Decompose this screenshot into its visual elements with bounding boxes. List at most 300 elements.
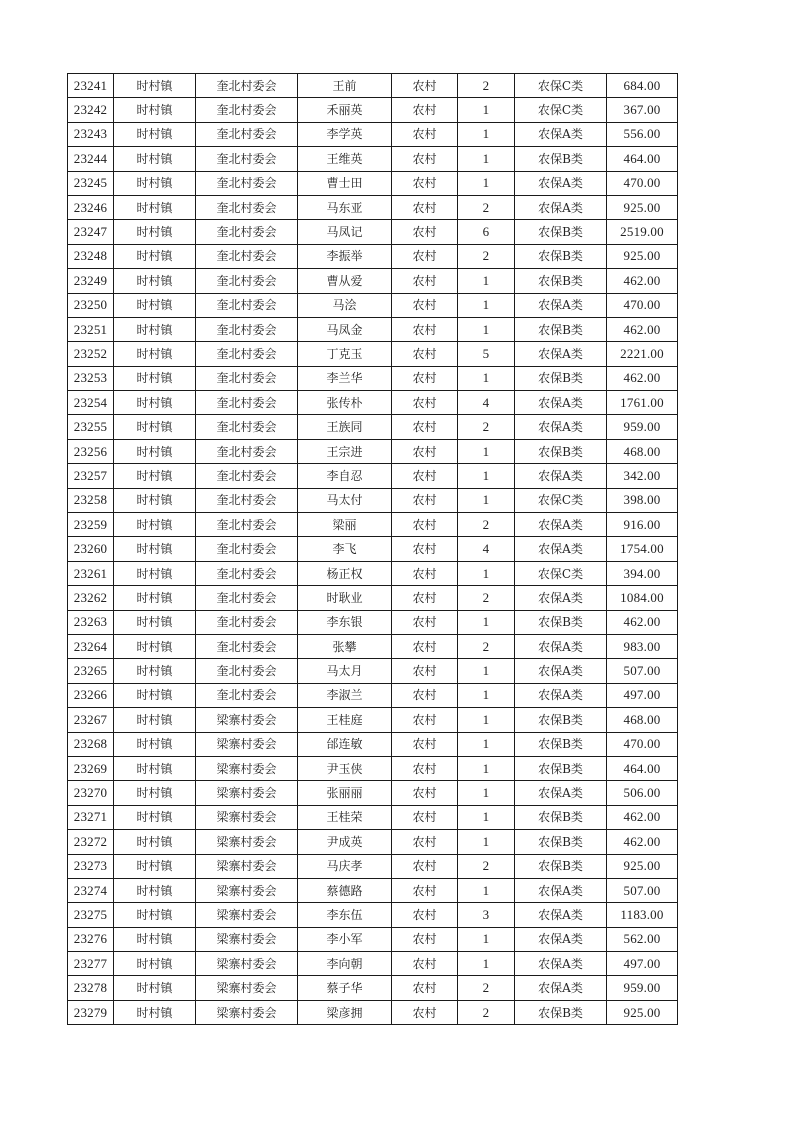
town-cell: 时村镇: [114, 878, 196, 902]
committee-cell: 梁寨村委会: [196, 854, 298, 878]
amount-cell: 983.00: [607, 634, 678, 658]
name-cell: 王桂荣: [298, 805, 392, 829]
category-cell: 农保B类: [515, 366, 607, 390]
amount-cell: 468.00: [607, 708, 678, 732]
category-cell: 农保C类: [515, 561, 607, 585]
town-cell: 时村镇: [114, 171, 196, 195]
person-count-cell: 1: [458, 147, 515, 171]
name-cell: 马浍: [298, 293, 392, 317]
committee-cell: 梁寨村委会: [196, 927, 298, 951]
household-type-cell: 农村: [392, 927, 458, 951]
table-row: [68, 122, 678, 146]
name-cell: 丁克玉: [298, 342, 392, 366]
household-type-cell: 农村: [392, 781, 458, 805]
name-cell: 马凤金: [298, 317, 392, 341]
amount-cell: 1754.00: [607, 537, 678, 561]
person-count-cell: 1: [458, 439, 515, 463]
committee-cell: 梁寨村委会: [196, 830, 298, 854]
table-row: [68, 976, 678, 1000]
amount-cell: 959.00: [607, 976, 678, 1000]
category-cell: 农保A类: [515, 659, 607, 683]
table-row: [68, 610, 678, 634]
amount-cell: 462.00: [607, 610, 678, 634]
table-row: [68, 659, 678, 683]
amount-cell: 507.00: [607, 878, 678, 902]
amount-cell: 959.00: [607, 415, 678, 439]
records-table: [67, 73, 678, 1025]
amount-cell: 925.00: [607, 244, 678, 268]
category-cell: 农保A类: [515, 952, 607, 976]
town-cell: 时村镇: [114, 683, 196, 707]
household-type-cell: 农村: [392, 342, 458, 366]
name-cell: 马庆孝: [298, 854, 392, 878]
household-type-cell: 农村: [392, 195, 458, 219]
person-count-cell: 1: [458, 98, 515, 122]
committee-cell: 奎北村委会: [196, 391, 298, 415]
table-row: [68, 317, 678, 341]
person-count-cell: 2: [458, 1000, 515, 1024]
row-id-cell: 23276: [68, 927, 114, 951]
table-row: [68, 488, 678, 512]
town-cell: 时村镇: [114, 342, 196, 366]
household-type-cell: 农村: [392, 269, 458, 293]
person-count-cell: 2: [458, 854, 515, 878]
town-cell: 时村镇: [114, 195, 196, 219]
category-cell: 农保B类: [515, 317, 607, 341]
household-type-cell: 农村: [392, 537, 458, 561]
household-type-cell: 农村: [392, 98, 458, 122]
town-cell: 时村镇: [114, 732, 196, 756]
category-cell: 农保C类: [515, 488, 607, 512]
committee-cell: 奎北村委会: [196, 464, 298, 488]
town-cell: 时村镇: [114, 244, 196, 268]
household-type-cell: 农村: [392, 708, 458, 732]
person-count-cell: 1: [458, 805, 515, 829]
category-cell: 农保A类: [515, 634, 607, 658]
household-type-cell: 农村: [392, 878, 458, 902]
table-row: [68, 439, 678, 463]
town-cell: 时村镇: [114, 366, 196, 390]
amount-cell: 507.00: [607, 659, 678, 683]
category-cell: 农保B类: [515, 147, 607, 171]
table-row: [68, 147, 678, 171]
amount-cell: 1183.00: [607, 903, 678, 927]
person-count-cell: 1: [458, 732, 515, 756]
name-cell: 梁彦拥: [298, 1000, 392, 1024]
household-type-cell: 农村: [392, 732, 458, 756]
amount-cell: 1761.00: [607, 391, 678, 415]
person-count-cell: 1: [458, 488, 515, 512]
row-id-cell: 23244: [68, 147, 114, 171]
table-row: [68, 171, 678, 195]
row-id-cell: 23277: [68, 952, 114, 976]
town-cell: 时村镇: [114, 269, 196, 293]
amount-cell: 684.00: [607, 74, 678, 98]
category-cell: 农保C类: [515, 98, 607, 122]
person-count-cell: 1: [458, 366, 515, 390]
row-id-cell: 23264: [68, 634, 114, 658]
amount-cell: 2519.00: [607, 220, 678, 244]
table-row: [68, 342, 678, 366]
category-cell: 农保B类: [515, 220, 607, 244]
person-count-cell: 1: [458, 464, 515, 488]
person-count-cell: 1: [458, 293, 515, 317]
household-type-cell: 农村: [392, 756, 458, 780]
row-id-cell: 23267: [68, 708, 114, 732]
table-row: [68, 74, 678, 98]
amount-cell: 367.00: [607, 98, 678, 122]
amount-cell: 464.00: [607, 756, 678, 780]
town-cell: 时村镇: [114, 781, 196, 805]
amount-cell: 462.00: [607, 269, 678, 293]
household-type-cell: 农村: [392, 683, 458, 707]
amount-cell: 462.00: [607, 366, 678, 390]
household-type-cell: 农村: [392, 415, 458, 439]
category-cell: 农保A类: [515, 976, 607, 1000]
town-cell: 时村镇: [114, 293, 196, 317]
table-row: [68, 244, 678, 268]
name-cell: 蔡子华: [298, 976, 392, 1000]
row-id-cell: 23249: [68, 269, 114, 293]
category-cell: 农保A类: [515, 342, 607, 366]
town-cell: 时村镇: [114, 659, 196, 683]
table-row: [68, 1000, 678, 1024]
person-count-cell: 2: [458, 415, 515, 439]
table-row: [68, 634, 678, 658]
committee-cell: 奎北村委会: [196, 195, 298, 219]
name-cell: 马凤记: [298, 220, 392, 244]
category-cell: 农保A类: [515, 537, 607, 561]
committee-cell: 梁寨村委会: [196, 1000, 298, 1024]
name-cell: 李飞: [298, 537, 392, 561]
household-type-cell: 农村: [392, 830, 458, 854]
household-type-cell: 农村: [392, 976, 458, 1000]
amount-cell: 394.00: [607, 561, 678, 585]
town-cell: 时村镇: [114, 439, 196, 463]
name-cell: 王桂庭: [298, 708, 392, 732]
person-count-cell: 6: [458, 220, 515, 244]
table-row: [68, 708, 678, 732]
household-type-cell: 农村: [392, 903, 458, 927]
name-cell: 王前: [298, 74, 392, 98]
household-type-cell: 农村: [392, 464, 458, 488]
household-type-cell: 农村: [392, 366, 458, 390]
row-id-cell: 23250: [68, 293, 114, 317]
row-id-cell: 23260: [68, 537, 114, 561]
household-type-cell: 农村: [392, 171, 458, 195]
household-type-cell: 农村: [392, 488, 458, 512]
person-count-cell: 1: [458, 171, 515, 195]
town-cell: 时村镇: [114, 952, 196, 976]
town-cell: 时村镇: [114, 976, 196, 1000]
row-id-cell: 23253: [68, 366, 114, 390]
town-cell: 时村镇: [114, 1000, 196, 1024]
town-cell: 时村镇: [114, 830, 196, 854]
name-cell: 李小军: [298, 927, 392, 951]
name-cell: 李向朝: [298, 952, 392, 976]
committee-cell: 梁寨村委会: [196, 952, 298, 976]
row-id-cell: 23279: [68, 1000, 114, 1024]
amount-cell: 462.00: [607, 805, 678, 829]
person-count-cell: 1: [458, 561, 515, 585]
committee-cell: 奎北村委会: [196, 147, 298, 171]
row-id-cell: 23275: [68, 903, 114, 927]
category-cell: 农保B类: [515, 269, 607, 293]
row-id-cell: 23270: [68, 781, 114, 805]
name-cell: 李兰华: [298, 366, 392, 390]
category-cell: 农保A类: [515, 586, 607, 610]
row-id-cell: 23243: [68, 122, 114, 146]
person-count-cell: 1: [458, 122, 515, 146]
amount-cell: 2221.00: [607, 342, 678, 366]
row-id-cell: 23247: [68, 220, 114, 244]
person-count-cell: 4: [458, 537, 515, 561]
name-cell: 曹士田: [298, 171, 392, 195]
name-cell: 马太付: [298, 488, 392, 512]
person-count-cell: 1: [458, 756, 515, 780]
table-body: [68, 74, 678, 1025]
committee-cell: 梁寨村委会: [196, 805, 298, 829]
committee-cell: 梁寨村委会: [196, 878, 298, 902]
name-cell: 张攀: [298, 634, 392, 658]
amount-cell: 470.00: [607, 293, 678, 317]
name-cell: 曹从爱: [298, 269, 392, 293]
category-cell: 农保A类: [515, 171, 607, 195]
committee-cell: 梁寨村委会: [196, 756, 298, 780]
row-id-cell: 23258: [68, 488, 114, 512]
person-count-cell: 2: [458, 513, 515, 537]
person-count-cell: 1: [458, 878, 515, 902]
committee-cell: 奎北村委会: [196, 366, 298, 390]
row-id-cell: 23251: [68, 317, 114, 341]
committee-cell: 梁寨村委会: [196, 732, 298, 756]
row-id-cell: 23248: [68, 244, 114, 268]
name-cell: 李东伍: [298, 903, 392, 927]
amount-cell: 497.00: [607, 683, 678, 707]
table-row: [68, 586, 678, 610]
category-cell: 农保B类: [515, 854, 607, 878]
name-cell: 李东银: [298, 610, 392, 634]
person-count-cell: 2: [458, 634, 515, 658]
committee-cell: 梁寨村委会: [196, 903, 298, 927]
town-cell: 时村镇: [114, 317, 196, 341]
category-cell: 农保B类: [515, 1000, 607, 1024]
category-cell: 农保A类: [515, 927, 607, 951]
table-row: [68, 366, 678, 390]
category-cell: 农保A类: [515, 293, 607, 317]
town-cell: 时村镇: [114, 220, 196, 244]
name-cell: 尹玉侠: [298, 756, 392, 780]
amount-cell: 556.00: [607, 122, 678, 146]
household-type-cell: 农村: [392, 610, 458, 634]
committee-cell: 奎北村委会: [196, 659, 298, 683]
household-type-cell: 农村: [392, 317, 458, 341]
household-type-cell: 农村: [392, 586, 458, 610]
person-count-cell: 2: [458, 244, 515, 268]
household-type-cell: 农村: [392, 439, 458, 463]
name-cell: 禾丽英: [298, 98, 392, 122]
row-id-cell: 23261: [68, 561, 114, 585]
row-id-cell: 23257: [68, 464, 114, 488]
committee-cell: 奎北村委会: [196, 74, 298, 98]
committee-cell: 奎北村委会: [196, 439, 298, 463]
town-cell: 时村镇: [114, 122, 196, 146]
household-type-cell: 农村: [392, 74, 458, 98]
household-type-cell: 农村: [392, 659, 458, 683]
town-cell: 时村镇: [114, 854, 196, 878]
category-cell: 农保A类: [515, 903, 607, 927]
table-row: [68, 878, 678, 902]
row-id-cell: 23268: [68, 732, 114, 756]
town-cell: 时村镇: [114, 708, 196, 732]
household-type-cell: 农村: [392, 244, 458, 268]
category-cell: 农保B类: [515, 439, 607, 463]
person-count-cell: 1: [458, 830, 515, 854]
town-cell: 时村镇: [114, 634, 196, 658]
committee-cell: 奎北村委会: [196, 342, 298, 366]
household-type-cell: 农村: [392, 122, 458, 146]
committee-cell: 奎北村委会: [196, 634, 298, 658]
table-row: [68, 756, 678, 780]
committee-cell: 奎北村委会: [196, 683, 298, 707]
row-id-cell: 23271: [68, 805, 114, 829]
committee-cell: 梁寨村委会: [196, 976, 298, 1000]
town-cell: 时村镇: [114, 537, 196, 561]
household-type-cell: 农村: [392, 952, 458, 976]
table-row: [68, 98, 678, 122]
amount-cell: 506.00: [607, 781, 678, 805]
committee-cell: 奎北村委会: [196, 415, 298, 439]
row-id-cell: 23255: [68, 415, 114, 439]
category-cell: 农保B类: [515, 708, 607, 732]
town-cell: 时村镇: [114, 391, 196, 415]
table-row: [68, 220, 678, 244]
person-count-cell: 2: [458, 74, 515, 98]
category-cell: 农保B类: [515, 732, 607, 756]
name-cell: 尹成英: [298, 830, 392, 854]
amount-cell: 462.00: [607, 830, 678, 854]
row-id-cell: 23263: [68, 610, 114, 634]
committee-cell: 奎北村委会: [196, 586, 298, 610]
category-cell: 农保C类: [515, 74, 607, 98]
category-cell: 农保A类: [515, 878, 607, 902]
category-cell: 农保A类: [515, 464, 607, 488]
row-id-cell: 23256: [68, 439, 114, 463]
person-count-cell: 1: [458, 952, 515, 976]
town-cell: 时村镇: [114, 805, 196, 829]
category-cell: 农保A类: [515, 415, 607, 439]
person-count-cell: 3: [458, 903, 515, 927]
person-count-cell: 1: [458, 659, 515, 683]
name-cell: 蔡德路: [298, 878, 392, 902]
row-id-cell: 23265: [68, 659, 114, 683]
name-cell: 王宗进: [298, 439, 392, 463]
table-row: [68, 293, 678, 317]
name-cell: 杨正权: [298, 561, 392, 585]
name-cell: 王维英: [298, 147, 392, 171]
table-row: [68, 513, 678, 537]
table-row: [68, 683, 678, 707]
row-id-cell: 23273: [68, 854, 114, 878]
row-id-cell: 23269: [68, 756, 114, 780]
town-cell: 时村镇: [114, 903, 196, 927]
committee-cell: 奎北村委会: [196, 513, 298, 537]
amount-cell: 925.00: [607, 1000, 678, 1024]
name-cell: 马东亚: [298, 195, 392, 219]
table-row: [68, 464, 678, 488]
household-type-cell: 农村: [392, 147, 458, 171]
person-count-cell: 4: [458, 391, 515, 415]
committee-cell: 奎北村委会: [196, 488, 298, 512]
person-count-cell: 1: [458, 927, 515, 951]
table-row: [68, 805, 678, 829]
committee-cell: 梁寨村委会: [196, 708, 298, 732]
household-type-cell: 农村: [392, 513, 458, 537]
table-row: [68, 781, 678, 805]
committee-cell: 奎北村委会: [196, 171, 298, 195]
person-count-cell: 1: [458, 317, 515, 341]
town-cell: 时村镇: [114, 586, 196, 610]
name-cell: 时耿业: [298, 586, 392, 610]
name-cell: 李自忍: [298, 464, 392, 488]
row-id-cell: 23241: [68, 74, 114, 98]
town-cell: 时村镇: [114, 927, 196, 951]
table-row: [68, 854, 678, 878]
row-id-cell: 23254: [68, 391, 114, 415]
row-id-cell: 23252: [68, 342, 114, 366]
household-type-cell: 农村: [392, 391, 458, 415]
amount-cell: 562.00: [607, 927, 678, 951]
category-cell: 农保A类: [515, 781, 607, 805]
table-row: [68, 537, 678, 561]
category-cell: 农保B类: [515, 805, 607, 829]
town-cell: 时村镇: [114, 147, 196, 171]
amount-cell: 925.00: [607, 854, 678, 878]
person-count-cell: 2: [458, 195, 515, 219]
town-cell: 时村镇: [114, 756, 196, 780]
household-type-cell: 农村: [392, 634, 458, 658]
amount-cell: 1084.00: [607, 586, 678, 610]
person-count-cell: 1: [458, 610, 515, 634]
town-cell: 时村镇: [114, 464, 196, 488]
category-cell: 农保A类: [515, 195, 607, 219]
table-row: [68, 830, 678, 854]
amount-cell: 342.00: [607, 464, 678, 488]
row-id-cell: 23246: [68, 195, 114, 219]
row-id-cell: 23242: [68, 98, 114, 122]
committee-cell: 奎北村委会: [196, 293, 298, 317]
table-row: [68, 952, 678, 976]
name-cell: 王族同: [298, 415, 392, 439]
person-count-cell: 1: [458, 683, 515, 707]
committee-cell: 奎北村委会: [196, 220, 298, 244]
category-cell: 农保A类: [515, 391, 607, 415]
committee-cell: 奎北村委会: [196, 98, 298, 122]
person-count-cell: 1: [458, 269, 515, 293]
household-type-cell: 农村: [392, 854, 458, 878]
category-cell: 农保A类: [515, 122, 607, 146]
category-cell: 农保A类: [515, 513, 607, 537]
committee-cell: 奎北村委会: [196, 561, 298, 585]
amount-cell: 497.00: [607, 952, 678, 976]
name-cell: 李淑兰: [298, 683, 392, 707]
category-cell: 农保A类: [515, 683, 607, 707]
amount-cell: 468.00: [607, 439, 678, 463]
amount-cell: 470.00: [607, 732, 678, 756]
amount-cell: 925.00: [607, 195, 678, 219]
table-row: [68, 415, 678, 439]
amount-cell: 916.00: [607, 513, 678, 537]
